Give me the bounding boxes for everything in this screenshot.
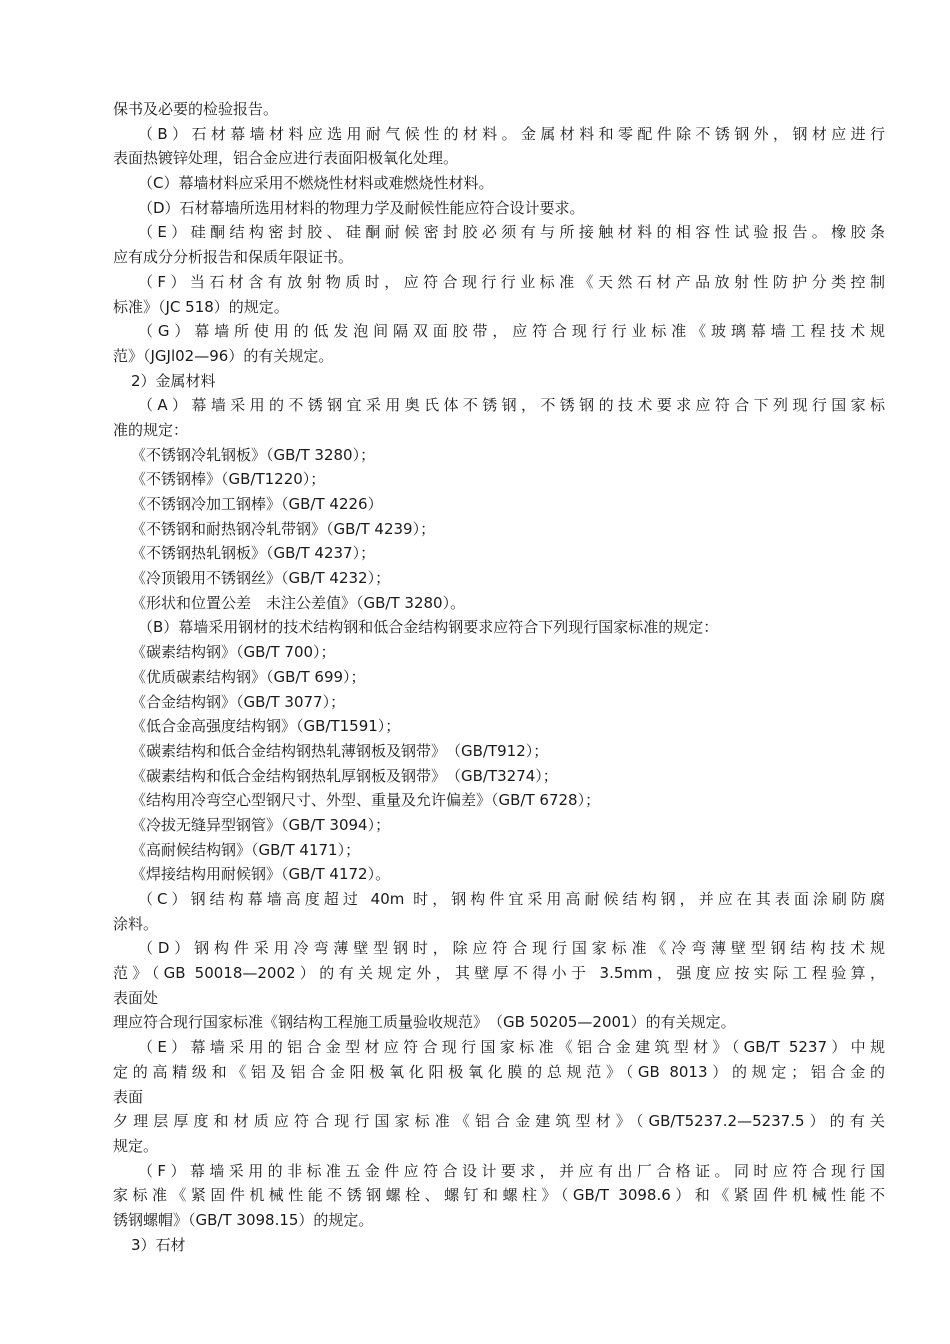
list-item: 《低合金高强度结构钢》（GB/T1591）； [131,717,401,736]
text-line: 定的高精级和《铝及铝合金阳极氧化阳极氧化膜的总规范》（GB 8013）的规定；铝合金的 [113,1062,885,1081]
text-line: 表面 [113,1087,144,1106]
text-line: （C）钢结构幕墙高度超过 40m 时，钢构件宜采用高耐候结构钢，并应在其表面涂刷防腐 [138,890,885,908]
list-item: 《不锈钢热轧钢板》（GB/T 4237）； [131,544,376,563]
list-item: 《合金结构钢》（GB/T 3077）； [131,692,346,711]
text-line: 夕理层厚度和材质应符合现行国家标准《铝合金建筑型材》（GB/T5237.2—5237.5）的有关 [113,1112,885,1131]
list-item: 《焊接结构用耐候钢》（GB/T 4172）。 [131,865,391,884]
text-line: 准的规定： [113,420,189,439]
text-line: （E）硅酮结构密封胶、硅酮耐候密封胶必须有与所接触材料的相容性试验报告。橡胶条 [138,223,885,242]
document-page [113,97,885,1257]
list-item: 《不锈钢和耐热钢冷轧带钢》（GB/T 4239）； [131,519,436,538]
list-item: 《不锈钢冷加工钢棒》（GB/T 4226） [131,495,383,513]
list-item: 《碳素结构和低合金结构钢热轧薄钢板及钢带》 （GB/T912）； [131,741,549,760]
list-item: 《碳素结构和低合金结构钢热轧厚钢板及钢带》 （GB/T3274）； [131,766,558,785]
text-line: 理应符合现行国家标准《钢结构工程施工质量验收规范》 （GB 50205—2001）的有关规定。 [113,1013,736,1032]
list-item: 《不锈钢冷轧钢板》（GB/T 3280）； [131,445,376,464]
text-line: （G）幕墙所使用的低发泡间隔双面胶带，应符合现行行业标准《玻璃幕墙工程技术规 [138,322,885,341]
text-line: 表面处 [113,988,159,1007]
list-item: 《高耐候结构钢》（GB/T 4171）； [131,840,361,859]
text-line: 标准》（JC 518）的规定。 [113,297,289,316]
text-line: 锈钢螺帽》（GB/T 3098.15）的规定。 [113,1210,374,1229]
text-line: （F）当石材含有放射物质时，应符合现行行业标准《天然石材产品放射性防护分类控制 [138,272,885,291]
text-line: 涂料。 [113,914,159,933]
list-item: 《冷拔无缝异型钢管》（GB/T 3094）； [131,815,391,834]
text-line: （C）幕墙材料应采用不燃烧性材料或难燃烧性材料。 [138,174,494,193]
text-line: 保书及必要的检验报告。 [113,100,279,118]
text-line: 规定。 [113,1136,159,1155]
text-line: （A）幕墙采用的不锈钢宜采用奥氏体不锈钢，不锈钢的技术要求应符合下列现行国家标 [138,396,885,415]
text-line: （D）钢构件采用冷弯薄壁型钢时，除应符合现行国家标准《冷弯薄壁型钢结构技术规 [138,939,885,958]
section-heading: 3）石材 [131,1235,186,1254]
section-heading: 2）金属材料 [131,371,216,390]
text-line: 家标准《紧固件机械性能不锈钢螺栓、螺钉和螺柱》（GB/T 3098.6）和《紧固件机械性能不 [113,1186,885,1205]
list-item: 《形状和位置公差 未注公差值》（GB/T 3280）。 [131,593,466,612]
text-line: （E）幕墙采用的铝合金型材应符合现行国家标准《铝合金建筑型材》（GB/T 5237）中规 [138,1038,885,1057]
text-line: 应有成分分析报告和保质年限证书。 [113,248,354,267]
text-line: 范》（GB 50018—2002）的有关规定外，其壁厚不得小于 3.5mm，强度应按实际工程验算， [113,964,885,983]
list-item: 《冷顶锻用不锈钢丝》（GB/T 4232）； [131,569,391,588]
list-item: 《结构用冷弯空心型钢尺寸、外型、重量及允许偏差》（GB/T 6728）； [131,791,601,810]
text-line: （B）幕墙采用钢材的技术结构钢和低合金结构钢要求应符合下列现行国家标准的规定： [138,618,719,637]
list-item: 《不锈钢棒》（GB/T1220）； [131,470,326,489]
text-line: （F）幕墙采用的非标准五金件应符合设计要求，并应有出厂合格证。同时应符合现行国 [138,1161,885,1180]
text-line: 表面热镀锌处理，铝合金应进行表面阳极氧化处理。 [113,149,459,168]
text-line: （D）石材幕墙所选用材料的物理力学及耐候性能应符合设计要求。 [138,198,585,217]
text-line: 范》（JGJl02—96）的有关规定。 [113,346,334,365]
list-item: 《优质碳素结构钢》（GB/T 699）； [131,667,366,686]
text-line: （B）石材幕墙材料应选用耐气候性的材料。金属材料和零配件除不锈钢外，钢材应进行 [138,124,885,143]
list-item: 《碳素结构钢》（GB/T 700）； [131,643,336,662]
